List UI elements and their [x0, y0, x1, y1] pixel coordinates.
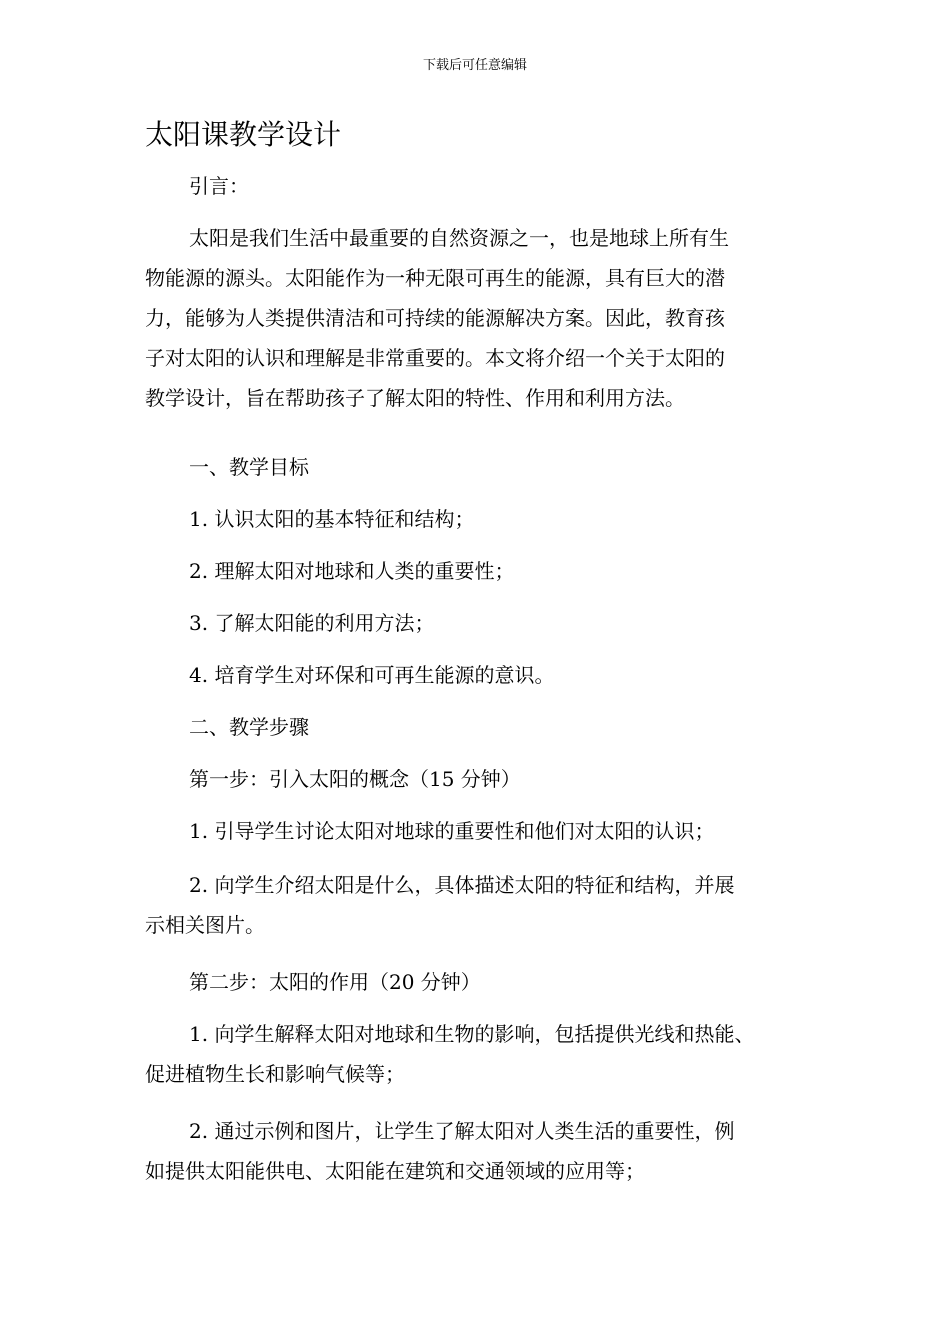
intro-line: 太阳是我们生活中最重要的自然资源之一，也是地球上所有生: [189, 226, 729, 250]
intro-heading: [145, 166, 825, 206]
step-heading-text: 第二步：太阳的作用（20 分钟）: [189, 970, 481, 994]
step-item-text: 2. 向学生介绍太阳是什么，具体描述太阳的特征和结构，并展: [189, 873, 735, 897]
intro-line: 教学设计，旨在帮助孩子了解太阳的特性、作用和利用方法。: [145, 386, 685, 410]
objective-item: [145, 655, 825, 695]
intro-line: 物能源的源头。太阳能作为一种无限可再生的能源，具有巨大的潜: [145, 266, 725, 290]
section-heading-text: 二、教学步骤: [189, 715, 309, 739]
intro-paragraph: [145, 218, 825, 418]
step-item-text: 1. 引导学生讨论太阳对地球的重要性和他们对太阳的认识；: [189, 819, 715, 843]
step1-item: [145, 811, 825, 851]
intro-line: 子对太阳的认识和理解是非常重要的。本文将介绍一个关于太阳的: [145, 346, 725, 370]
section-heading-objectives: [145, 447, 825, 487]
section-heading-steps: [145, 707, 825, 747]
step1-heading: [145, 759, 825, 799]
step2-heading: [145, 962, 825, 1002]
section-heading-text: 一、教学目标: [189, 455, 309, 479]
document-title: 太阳课教学设计: [145, 118, 342, 151]
objective-text: 3. 了解太阳能的利用方法；: [189, 611, 435, 635]
step2-item: [145, 1014, 825, 1094]
step-heading-text: 第一步：引入太阳的概念（15 分钟）: [189, 767, 521, 791]
objective-item: [145, 499, 825, 539]
objective-text: 2. 理解太阳对地球和人类的重要性；: [189, 559, 515, 583]
step2-item: [145, 1111, 825, 1191]
objective-text: 4. 培育学生对环保和可再生能源的意识。: [189, 663, 555, 687]
intro-line: 力，能够为人类提供清洁和可持续的能源解决方案。因此，教育孩: [145, 306, 725, 330]
step-item-text: 2. 通过示例和图片，让学生了解太阳对人类生活的重要性，例: [189, 1119, 735, 1143]
objective-item: [145, 551, 825, 591]
step-item-text: 示相关图片。: [145, 913, 265, 937]
step-item-text: 如提供太阳能供电、太阳能在建筑和交通领域的应用等；: [145, 1159, 645, 1183]
step1-item: [145, 865, 825, 945]
objective-item: [145, 603, 825, 643]
objective-text: 1. 认识太阳的基本特征和结构；: [189, 507, 475, 531]
page-header-note: 下载后可任意编辑: [422, 58, 527, 73]
intro-heading-text: 引言：: [189, 174, 249, 198]
step-item-text: 促进植物生长和影响气候等；: [145, 1062, 405, 1086]
step-item-text: 1. 向学生解释太阳对地球和生物的影响，包括提供光线和热能、: [189, 1022, 755, 1046]
